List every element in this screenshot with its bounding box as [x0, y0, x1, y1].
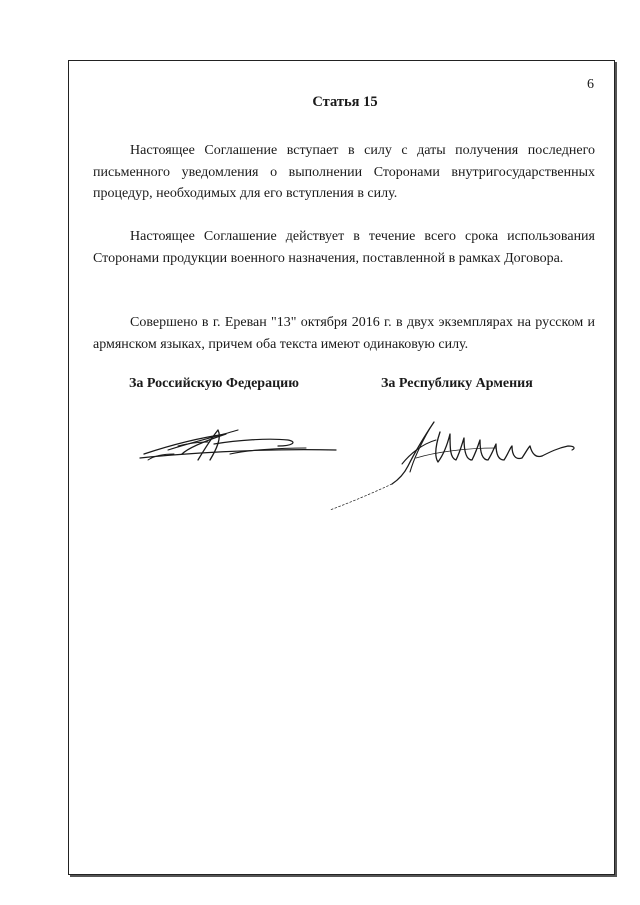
signatory-label-russia: За Российскую Федерацию — [129, 376, 299, 391]
paragraph-done-at: Совершено в г. Ереван "13" октября 2016 г. в двух экземплярах на русском и армянском языках, причем оба текста имеют одинаковую силу. — [93, 315, 595, 352]
page-number: 6 — [587, 77, 594, 92]
article-title: Статья 15 — [312, 94, 378, 110]
paragraph-entry-into-force: Настоящее Соглашение вступает в силу с даты получения последнего письменного уведомления о выполнении Сторонами внутригосударственных процедур, необходимых для его вступления в силу. — [93, 143, 595, 201]
signature-armenia — [326, 418, 586, 513]
signature-russia — [138, 420, 343, 470]
signatory-label-armenia: За Республику Армения — [381, 376, 533, 391]
paragraph-duration: Настоящее Соглашение действует в течение всего срока использования Сторонами продукции военного назначения, поставленной в рамках Договора. — [93, 229, 595, 266]
